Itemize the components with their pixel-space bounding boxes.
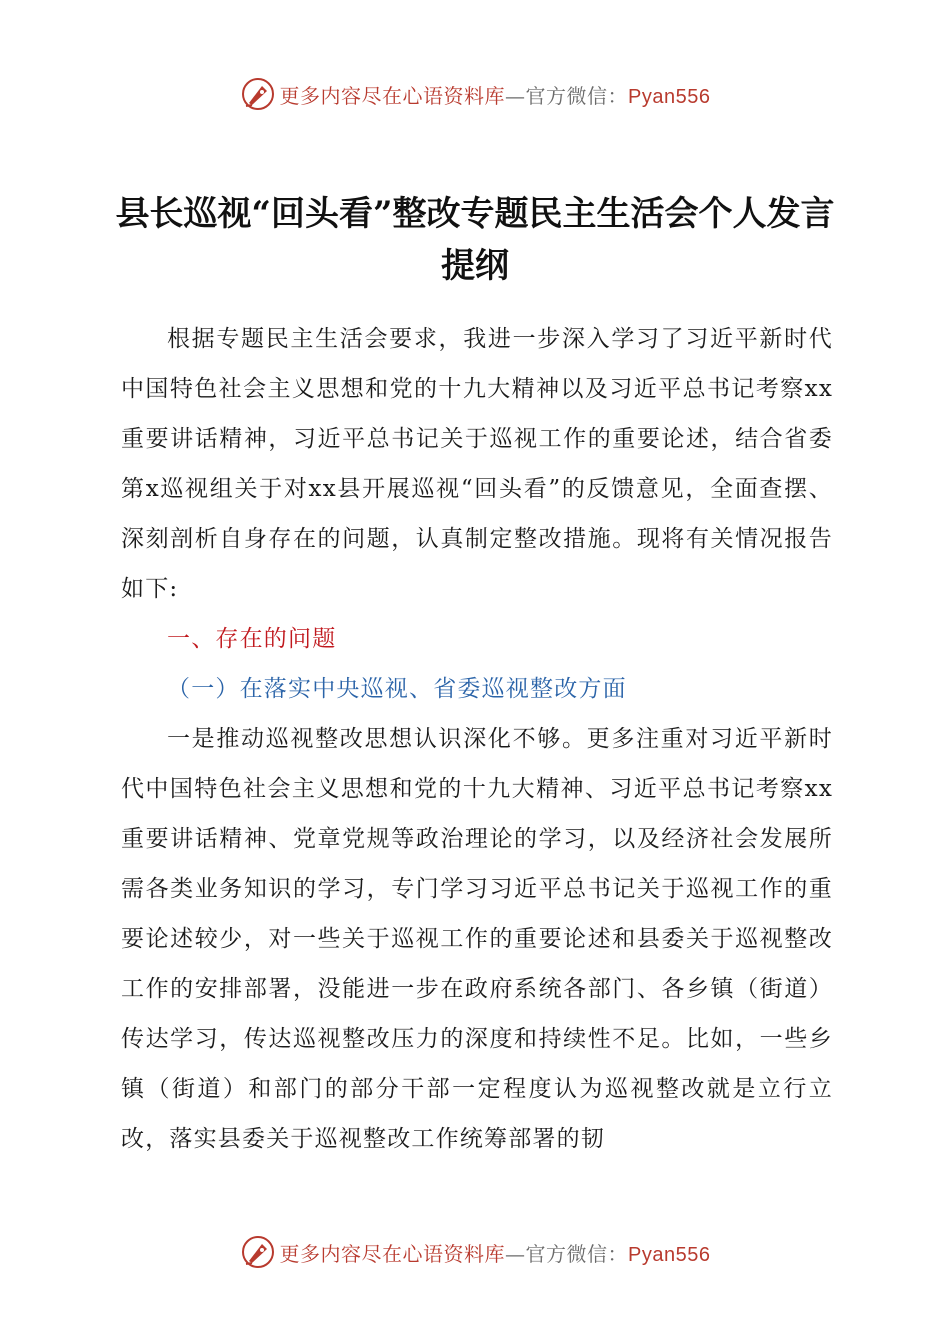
pen-nib-icon xyxy=(240,1234,276,1270)
banner-main-text: 更多内容尽在心语资料库 xyxy=(279,1241,506,1266)
pen-nib-icon xyxy=(240,76,276,112)
banner-text xyxy=(280,1238,711,1267)
banner-separator-text: —官方微信： xyxy=(505,1241,629,1266)
body-paragraph-1: 一是推动巡视整改思想认识深化不够。更多注重对习近平新时代中国特色社会主义思想和党的十九大精神、习近平总书记考察xx重要讲话精神、党章党规等政治理论的学习，以及经济社会发展所需各类业务知识的学习，专门学习习近平总书记关于巡视工作的重要论述较少，对一些关于巡视工作的重要论述和县委关于巡视整改工作的安排部署，没能进一步在政府系统各部门、各乡镇（街道）传达学习，传达巡视整改压力的深度和持续性不足。比如，一些乡镇（街道）和部门的部分干部一定程度认为巡视整改就是立行立改，落实县委关于巡视整改工作统筹部署的韧 xyxy=(121,726,833,1152)
document-body xyxy=(121,314,833,1164)
banner-wechat-id: Pyan556 xyxy=(628,85,711,108)
subsection-heading-1: （一）在落实中央巡视、省委巡视整改方面 xyxy=(167,676,627,702)
banner-text xyxy=(280,80,711,109)
intro-paragraph: 根据专题民主生活会要求，我进一步深入学习了习近平新时代中国特色社会主义思想和党的十九大精神以及习近平总书记考察xx重要讲话精神，习近平总书记关于巡视工作的重要论述，结合省委第x巡视组关于对xx县开展巡视“回头看”的反馈意见，全面查摆、深刻剖析自身存在的问题，认真制定整改措施。现将有关情况报告如下: xyxy=(121,326,833,602)
section-heading-1: 一、存在的问题 xyxy=(167,626,337,652)
banner-main-text: 更多内容尽在心语资料库 xyxy=(279,83,506,108)
document-title: 县长巡视“回头看”整改专题民主生活会个人发言提纲 xyxy=(115,194,835,286)
footer-banner xyxy=(0,1232,950,1272)
banner-wechat-id: Pyan556 xyxy=(628,1243,711,1266)
banner-separator-text: —官方微信： xyxy=(505,83,629,108)
header-banner xyxy=(0,74,950,114)
